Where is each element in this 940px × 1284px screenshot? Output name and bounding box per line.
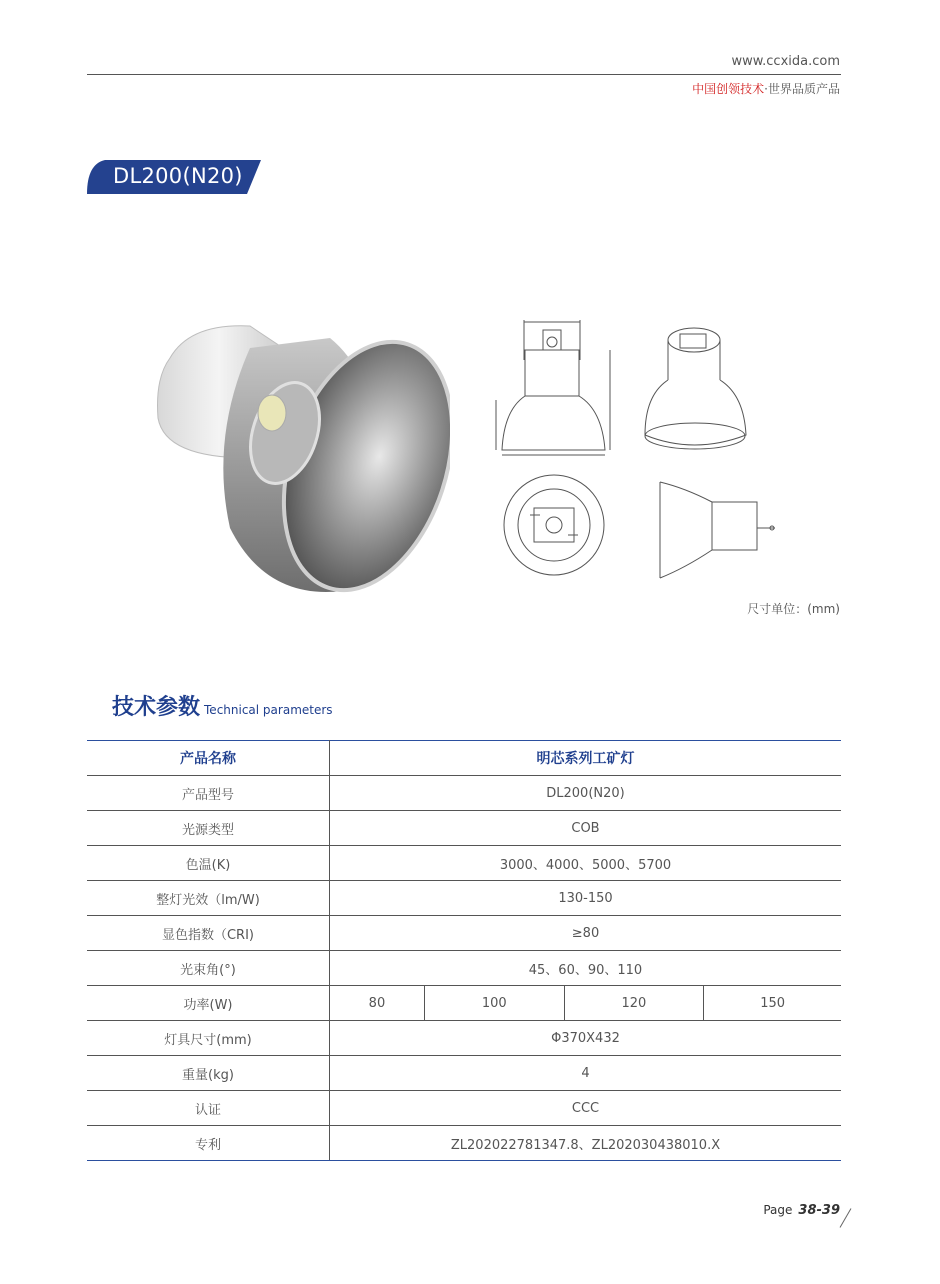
- row-value: Φ370X432: [330, 1021, 842, 1056]
- row-value: ≥80: [330, 916, 842, 951]
- table-row: [87, 776, 841, 811]
- power-value: 150: [704, 986, 841, 1021]
- row-value: 130-150: [330, 881, 842, 916]
- drawing-perspective: [645, 328, 746, 449]
- product-photo: [150, 318, 450, 604]
- technical-parameters-table: [87, 740, 841, 1161]
- table-row: [87, 951, 841, 986]
- row-label: 专利: [87, 1126, 330, 1161]
- page-number: [763, 1203, 840, 1218]
- slogan-rest: 世界品质产品: [767, 82, 840, 96]
- table-header-row: [87, 741, 841, 776]
- header-label: 产品名称: [87, 741, 330, 776]
- row-value: CCC: [330, 1091, 842, 1126]
- row-label: 功率(W): [87, 986, 330, 1021]
- row-label: 显色指数（CRI): [87, 916, 330, 951]
- header-divider: [87, 74, 841, 75]
- drawing-bottom-view: [504, 475, 604, 575]
- section-title: [112, 690, 333, 721]
- row-value: COB: [330, 811, 842, 846]
- table-row-power: [87, 986, 841, 1021]
- drawing-side-view: [660, 482, 775, 578]
- unit-note: 尺寸单位：(mm): [747, 602, 840, 616]
- table-row: [87, 881, 841, 916]
- model-tag: [87, 160, 261, 194]
- table-row: [87, 1126, 841, 1161]
- table-row: [87, 846, 841, 881]
- table-row: [87, 1091, 841, 1126]
- power-value: 80: [330, 986, 425, 1021]
- row-label: 灯具尺寸(mm): [87, 1021, 330, 1056]
- drawing-front-elevation: [496, 320, 610, 455]
- site-url[interactable]: www.ccxida.com: [731, 54, 840, 69]
- row-value: DL200(N20): [330, 776, 842, 811]
- row-label: 整灯光效（lm/W): [87, 881, 330, 916]
- table-row: [87, 1056, 841, 1091]
- table-row: [87, 811, 841, 846]
- row-value: 45、60、90、110: [330, 951, 842, 986]
- technical-drawings: [490, 310, 790, 594]
- page-label: Page: [763, 1203, 793, 1217]
- slogan: [692, 80, 840, 97]
- row-value: 3000、4000、5000、5700: [330, 846, 842, 881]
- power-value: 120: [564, 986, 704, 1021]
- page-value: 38-39: [798, 1203, 840, 1218]
- row-label: 重量(kg): [87, 1056, 330, 1091]
- row-label: 色温(K): [87, 846, 330, 881]
- section-title-en: Technical parameters: [204, 703, 333, 717]
- row-value: ZL202022781347.8、ZL202030438010.X: [330, 1126, 842, 1161]
- slogan-red: 中国创领技术: [692, 82, 765, 96]
- row-value: 4: [330, 1056, 842, 1091]
- header-value: 明芯系列工矿灯: [330, 741, 842, 776]
- model-tag-text: DL200(N20): [113, 164, 243, 188]
- section-title-cn: 技术参数: [112, 695, 201, 720]
- row-label: 认证: [87, 1091, 330, 1126]
- slogan-dot: ·: [764, 82, 768, 96]
- page-slash: [840, 1208, 852, 1228]
- power-value: 100: [424, 986, 564, 1021]
- row-label: 光束角(°): [87, 951, 330, 986]
- table-row: [87, 916, 841, 951]
- row-label: 光源类型: [87, 811, 330, 846]
- row-label: 产品型号: [87, 776, 330, 811]
- table-row: [87, 1021, 841, 1056]
